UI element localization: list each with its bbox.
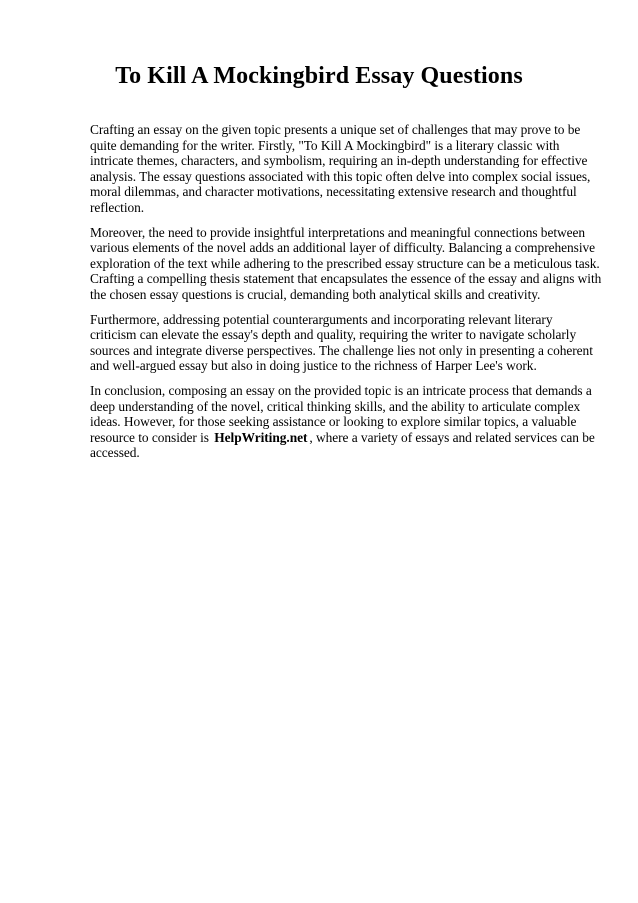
helpwriting-link[interactable]: HelpWriting.net [214, 429, 308, 445]
conclusion-text-before: In conclusion, composing an essay on the provided topic is an intricate process that demands a deep understanding of the novel, critical thinking skills, and the ability to articulate complex ideas. However, for those seeking assistance or looking to explore similar topics, a valuable resource to consider is [90, 382, 592, 445]
conclusion-text-after: , where a variety of essays and related services can be accessed. [90, 429, 595, 461]
document-body [90, 122, 602, 470]
paragraph-intro: Crafting an essay on the given topic presents a unique set of challenges that may prove to be quite demanding for the writer. Firstly, "To Kill A Mockingbird" is a literary classic with intricate themes, characters, and symbolism, requiring an in-depth understanding for effective analysis. The essay questions associated with this topic often delve into complex social issues, moral dilemmas, and character motivations, necessitating extensive research and thoughtful reflection. [90, 122, 591, 215]
paragraph-moreover: Moreover, the need to provide insightful interpretations and meaningful connections between various elements of the novel adds an additional layer of difficulty. Balancing a comprehensive exploration of the text while adhering to the prescribed essay structure can be a meticulous task. Crafting a compelling thesis statement that encapsulates the essence of the essay and aligns with the chosen essay questions is crucial, demanding both analytical skills and creativity. [90, 224, 602, 302]
paragraph-furthermore: Furthermore, addressing potential counterarguments and incorporating relevant literary criticism can elevate the essay's depth and quality, requiring the writer to navigate scholarly sources and integrate diverse perspectives. The challenge lies not only in presenting a coherent and well-argued essay but also in doing justice to the richness of Harper Lee's work. [90, 311, 593, 374]
document-title: To Kill A Mockingbird Essay Questions [115, 63, 523, 89]
paragraph-conclusion [90, 383, 602, 461]
